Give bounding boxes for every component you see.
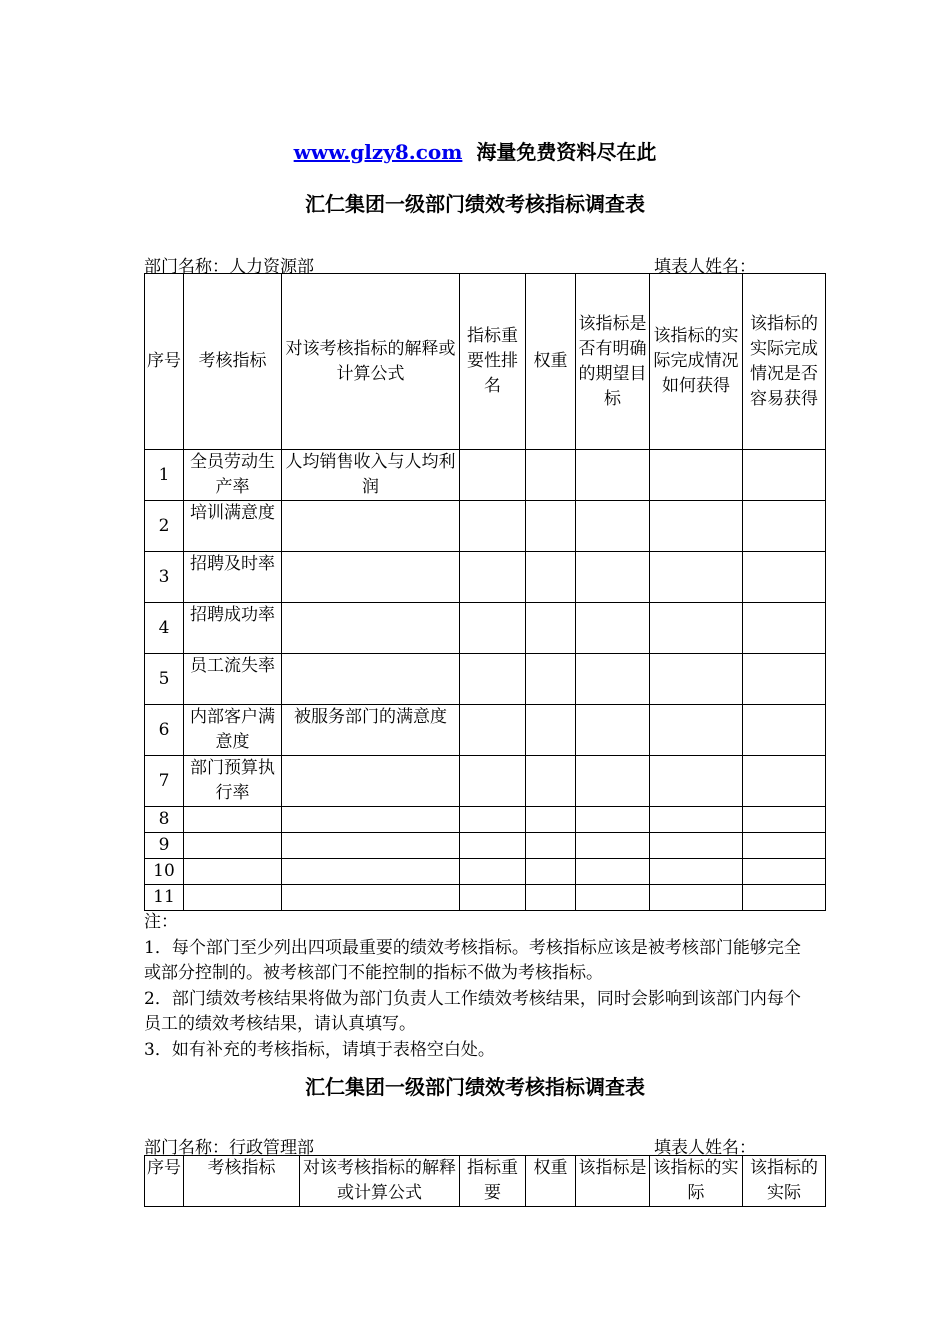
cell-ease (743, 833, 826, 859)
cell-indicator (184, 807, 282, 833)
cell-weight (526, 501, 576, 552)
cell-indicator: 招聘成功率 (184, 603, 282, 654)
header-rank: 指标重要 (460, 1156, 526, 1207)
cell-source (650, 450, 743, 501)
cell-weight (526, 885, 576, 911)
cell-seq: 4 (145, 603, 184, 654)
cell-rank (460, 705, 526, 756)
cell-seq: 5 (145, 654, 184, 705)
cell-formula (282, 807, 460, 833)
cell-source (650, 603, 743, 654)
table-row (145, 705, 826, 756)
cell-ease (743, 885, 826, 911)
cell-rank (460, 501, 526, 552)
cell-weight (526, 833, 576, 859)
cell-weight (526, 859, 576, 885)
cell-seq: 6 (145, 705, 184, 756)
form1-header-row (145, 274, 826, 450)
cell-source (650, 807, 743, 833)
header-indicator: 考核指标 (184, 1156, 300, 1207)
table-row (145, 756, 826, 807)
cell-weight (526, 552, 576, 603)
header-rank: 指标重要性排名 (460, 274, 526, 450)
cell-target (576, 833, 650, 859)
header-source: 该指标的实际完成情况如何获得 (650, 274, 743, 450)
cell-indicator (184, 859, 282, 885)
cell-target (576, 885, 650, 911)
cell-ease (743, 807, 826, 833)
cell-formula: 被服务部门的满意度 (282, 705, 460, 756)
cell-seq: 7 (145, 756, 184, 807)
table-row (145, 501, 826, 552)
cell-weight (526, 756, 576, 807)
header-weight: 权重 (526, 1156, 576, 1207)
cell-seq: 8 (145, 807, 184, 833)
cell-target (576, 450, 650, 501)
cell-weight (526, 807, 576, 833)
cell-source (650, 705, 743, 756)
cell-indicator: 培训满意度 (184, 501, 282, 552)
cell-ease (743, 705, 826, 756)
cell-source (650, 552, 743, 603)
cell-rank (460, 859, 526, 885)
cell-formula (282, 859, 460, 885)
notes (144, 910, 814, 1063)
notes-label: 注： (144, 912, 178, 932)
cell-indicator (184, 885, 282, 911)
note-1: 1．每个部门至少列出四项最重要的绩效考核指标。考核指标应该是被考核部门能够完全或部分控制的。被考核部门不能控制的指标不做为考核指标。 (144, 937, 801, 983)
table-row (145, 654, 826, 705)
table-row (145, 859, 826, 885)
form2-filler-label: 填表人姓名： (654, 1138, 756, 1158)
cell-ease (743, 756, 826, 807)
cell-rank (460, 756, 526, 807)
header-seq: 序号 (145, 274, 184, 450)
table-row (145, 885, 826, 911)
cell-formula (282, 603, 460, 654)
cell-rank (460, 807, 526, 833)
site-banner (0, 136, 950, 165)
cell-ease (743, 450, 826, 501)
cell-rank (460, 885, 526, 911)
banner-text: 海量免费资料尽在此 (476, 140, 657, 164)
header-seq: 序号 (145, 1156, 184, 1207)
table-row (145, 807, 826, 833)
table-row (145, 603, 826, 654)
form2-table (144, 1155, 826, 1207)
cell-formula (282, 756, 460, 807)
cell-indicator: 内部客户满意度 (184, 705, 282, 756)
header-ease: 该指标的实际完成情况是否容易获得 (743, 274, 826, 450)
cell-seq: 1 (145, 450, 184, 501)
cell-weight (526, 705, 576, 756)
header-weight: 权重 (526, 274, 576, 450)
cell-ease (743, 501, 826, 552)
cell-ease (743, 654, 826, 705)
site-link[interactable]: www.glzy8.com (293, 140, 463, 164)
cell-formula (282, 552, 460, 603)
cell-seq: 9 (145, 833, 184, 859)
form1-dept-label: 部门名称：人力资源部 (144, 257, 314, 277)
cell-formula: 人均销售收入与人均利润 (282, 450, 460, 501)
cell-source (650, 756, 743, 807)
form1-filler-label: 填表人姓名： (654, 257, 756, 277)
cell-ease (743, 552, 826, 603)
cell-target (576, 705, 650, 756)
cell-indicator: 全员劳动生产率 (184, 450, 282, 501)
cell-target (576, 501, 650, 552)
header-source: 该指标的实际 (650, 1156, 743, 1207)
cell-weight (526, 450, 576, 501)
header-formula: 对该考核指标的解释或计算公式 (300, 1156, 460, 1207)
form2-title: 汇仁集团一级部门绩效考核指标调查表 (305, 1075, 645, 1099)
table-row (145, 450, 826, 501)
form2-dept-label: 部门名称：行政管理部 (144, 1138, 314, 1158)
table-row (145, 552, 826, 603)
note-3: 3．如有补充的考核指标，请填于表格空白处。 (144, 1039, 495, 1060)
cell-target (576, 552, 650, 603)
cell-weight (526, 654, 576, 705)
cell-target (576, 756, 650, 807)
cell-indicator: 员工流失率 (184, 654, 282, 705)
cell-weight (526, 603, 576, 654)
cell-rank (460, 833, 526, 859)
cell-formula (282, 833, 460, 859)
cell-target (576, 807, 650, 833)
header-target: 该指标是 (576, 1156, 650, 1207)
cell-ease (743, 603, 826, 654)
cell-formula (282, 654, 460, 705)
cell-indicator (184, 833, 282, 859)
cell-rank (460, 450, 526, 501)
cell-indicator: 招聘及时率 (184, 552, 282, 603)
cell-seq: 3 (145, 552, 184, 603)
cell-target (576, 859, 650, 885)
header-ease: 该指标的实际 (743, 1156, 826, 1207)
cell-source (650, 859, 743, 885)
header-formula: 对该考核指标的解释或计算公式 (282, 274, 460, 450)
form2-header-row (145, 1156, 826, 1207)
header-indicator: 考核指标 (184, 274, 282, 450)
cell-formula (282, 885, 460, 911)
form1-title: 汇仁集团一级部门绩效考核指标调查表 (305, 192, 645, 216)
cell-rank (460, 552, 526, 603)
cell-rank (460, 603, 526, 654)
cell-formula (282, 501, 460, 552)
cell-seq: 2 (145, 501, 184, 552)
cell-source (650, 885, 743, 911)
cell-seq: 10 (145, 859, 184, 885)
form1-table (144, 273, 826, 911)
cell-seq: 11 (145, 885, 184, 911)
cell-target (576, 603, 650, 654)
cell-source (650, 654, 743, 705)
cell-source (650, 833, 743, 859)
note-2: 2．部门绩效考核结果将做为部门负责人工作绩效考核结果，同时会影响到该部门内每个员工的绩效考核结果，请认真填写。 (144, 988, 801, 1034)
table-row (145, 833, 826, 859)
header-target: 该指标是否有明确的期望目标 (576, 274, 650, 450)
cell-rank (460, 654, 526, 705)
cell-source (650, 501, 743, 552)
cell-indicator: 部门预算执行率 (184, 756, 282, 807)
cell-ease (743, 859, 826, 885)
cell-target (576, 654, 650, 705)
